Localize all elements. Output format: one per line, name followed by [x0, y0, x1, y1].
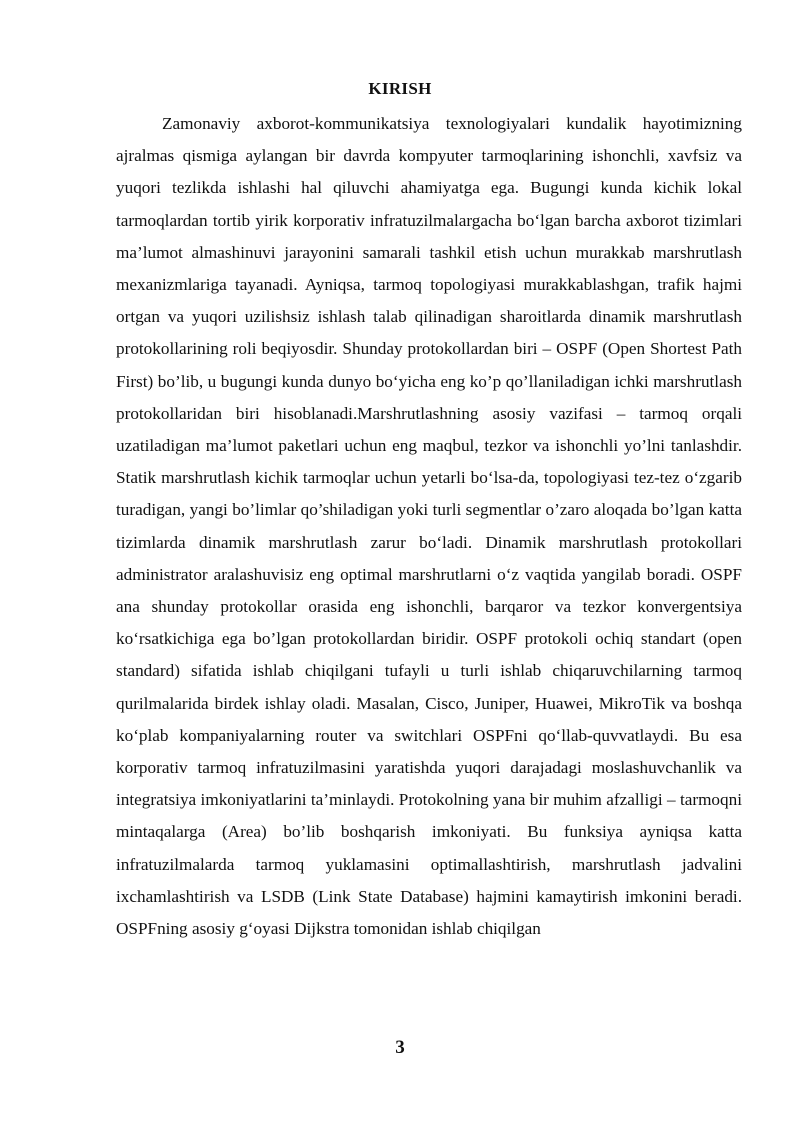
body-paragraph: Zamonaviy axborot-kommunikatsiya texnologiyalari kundalik hayotimizning ajralmas qismiga aylangan bir davrda kompyuter tarmoqlarining ishonchli, xavfsiz va yuqori tezlikda ishlashi hal qiluvchi ahamiyatga ega. Bugungi kunda kichik lokal tarmoqlardan tortib yirik korporativ infratuzilmalargacha bo‘lgan barcha axborot tizimlari ma’lumot almashinuvi jarayonini samarali tashkil etish uchun murakkab marshrutlash mexanizmlariga tayanadi. Ayniqsa, tarmoq topologiyasi murakkablashgan, trafik hajmi ortgan va yuqori uzilishsiz ishlash talab qilinadigan sharoitlarda dinamik marshrutlash protokollarining roli beqiyosdir. Shunday protokollardan biri – OSPF (Open Shortest Path First) bo’lib, u bugungi kunda dunyo bo‘yicha eng ko’p qo’llaniladigan ichki marshrutlash protokollaridan biri hisoblanadi.Marshrutlashning asosiy vazifasi – tarmoq orqali uzatiladigan ma’lumot paketlari uchun eng maqbul, tezkor va ishonchli yo’lni tanlashdir. Statik marshrutlash kichik tarmoqlar uchun yetarli bo‘lsa-da, topologiyasi tez-tez o‘zgarib turadigan, yangi bo’limlar qo’shiladigan yoki turli segmentlar o’zaro aloqada bo’lgan katta tizimlarda dinamik marshrutlash zarur bo‘ladi. Dinamik marshrutlash protokollari administrator aralashuvisiz eng optimal marshrutlarni o‘z vaqtida yangilab boradi. OSPF ana shunday protokollar orasida eng ishonchli, barqaror va tezkor konvergentsiya ko‘rsatkichiga ega bo’lgan protokollardan biridir. OSPF protokoli ochiq standart (open standard) sifatida ishlab chiqilgani tufayli u turli ishlab chiqaruvchilarning tarmoq qurilmalarida birdek ishlay oladi. Masalan, Cisco, Juniper, Huawei, MikroTik va boshqa ko‘plab kompaniyalarning router va switchlari OSPFni qo‘llab-quvvatlaydi. Bu esa korporativ tarmoq infratuzilmasini yaratishda yuqori darajadagi moslashuvchanlik va integratsiya imkoniyatlarini ta’minlaydi. Protokolning yana bir muhim afzalligi – tarmoqni mintaqalarga (Area) bo’lib boshqarish imkoniyati. Bu funksiya ayniqsa katta infratuzilmalarda tarmoq yuklamasini optimallashtirish, marshrutlash jadvalini ixchamlashtirish va LSDB (Link State Database) hajmini kamaytirish imkonini beradi. OSPFning asosiy g‘oyasi Dijkstra tomonidan ishlab chiqilgan: [116, 114, 742, 939]
page-number: 3: [395, 1037, 405, 1058]
section-heading: KIRISH: [368, 79, 432, 98]
